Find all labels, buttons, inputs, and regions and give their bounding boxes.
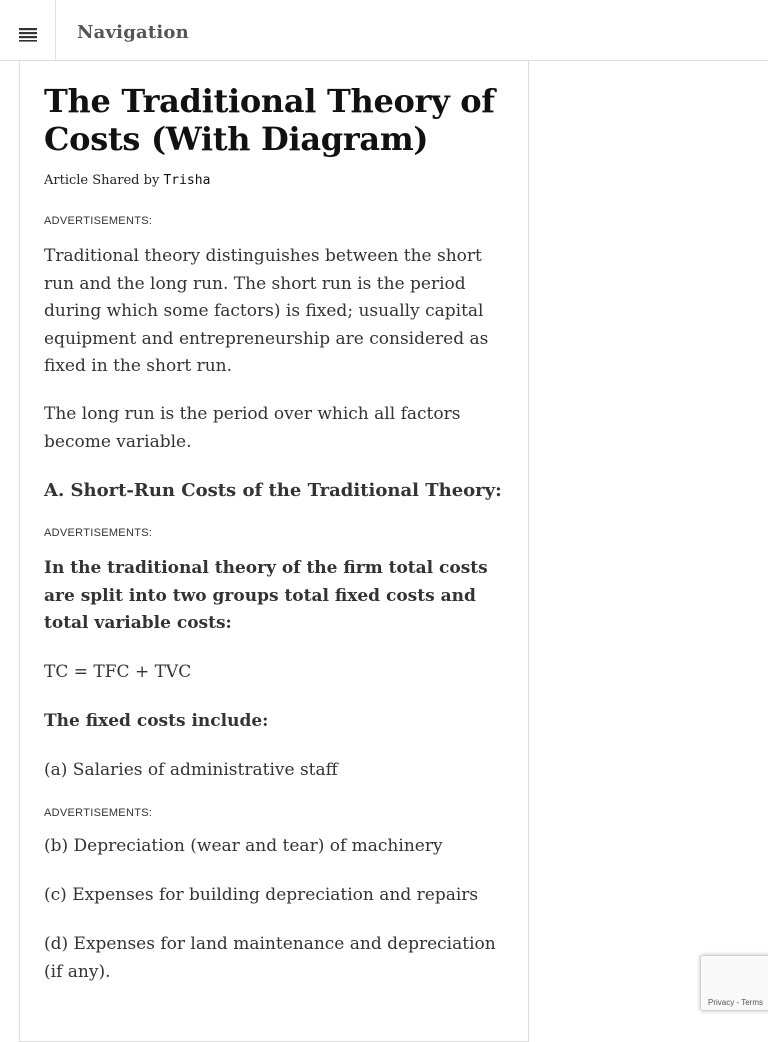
top-navigation-bar — [0, 0, 768, 61]
paragraph-short-long-run: Traditional theory distinguishes between the short run and the long run. The short run is the period during which some factors) is fixed; usually capital equipment and entrepreneurship are considered as fixed in the short run. — [44, 246, 489, 376]
section-heading-short-run-costs: A. Short-Run Costs of the Traditional Theory: — [44, 480, 502, 501]
author-link[interactable]: Trisha — [163, 173, 211, 188]
recaptcha-separator: - — [734, 998, 742, 1007]
byline-prefix: Article Shared by — [44, 173, 160, 188]
menu-button[interactable] — [0, 0, 56, 60]
byline — [44, 173, 210, 188]
paragraph-total-costs: In the traditional theory of the firm total costs are split into two groups total fixed costs and total variable costs: — [44, 558, 488, 633]
fixed-costs-heading: The fixed costs include: — [44, 711, 269, 731]
advertisement-label: ADVERTISEMENTS: — [44, 527, 153, 539]
paragraph-long-run: The long run is the period over which all factors become variable. — [44, 404, 461, 452]
advertisement-label: ADVERTISEMENTS: — [44, 215, 153, 227]
recaptcha-privacy-link[interactable]: Privacy — [708, 998, 735, 1007]
formula-total-costs: TC = TFC + TVC — [44, 662, 192, 682]
recaptcha-badge[interactable] — [700, 955, 768, 1011]
list-item-depreciation-machinery: (b) Depreciation (wear and tear) of machinery — [44, 836, 443, 856]
recaptcha-terms-link[interactable]: Terms — [741, 998, 763, 1007]
list-item-land-maintenance: (d) Expenses for land maintenance and depreciation (if any). — [44, 934, 496, 982]
article-title: The Traditional Theory of Costs (With Diagram) — [44, 82, 495, 158]
hamburger-menu-icon — [19, 28, 37, 42]
list-item-building-expenses: (c) Expenses for building depreciation and repairs — [44, 885, 479, 905]
advertisement-label: ADVERTISEMENTS: — [44, 807, 153, 819]
navigation-label[interactable]: Navigation — [77, 22, 189, 43]
list-item-salaries: (a) Salaries of administrative staff — [44, 760, 338, 780]
recaptcha-links — [708, 998, 763, 1007]
